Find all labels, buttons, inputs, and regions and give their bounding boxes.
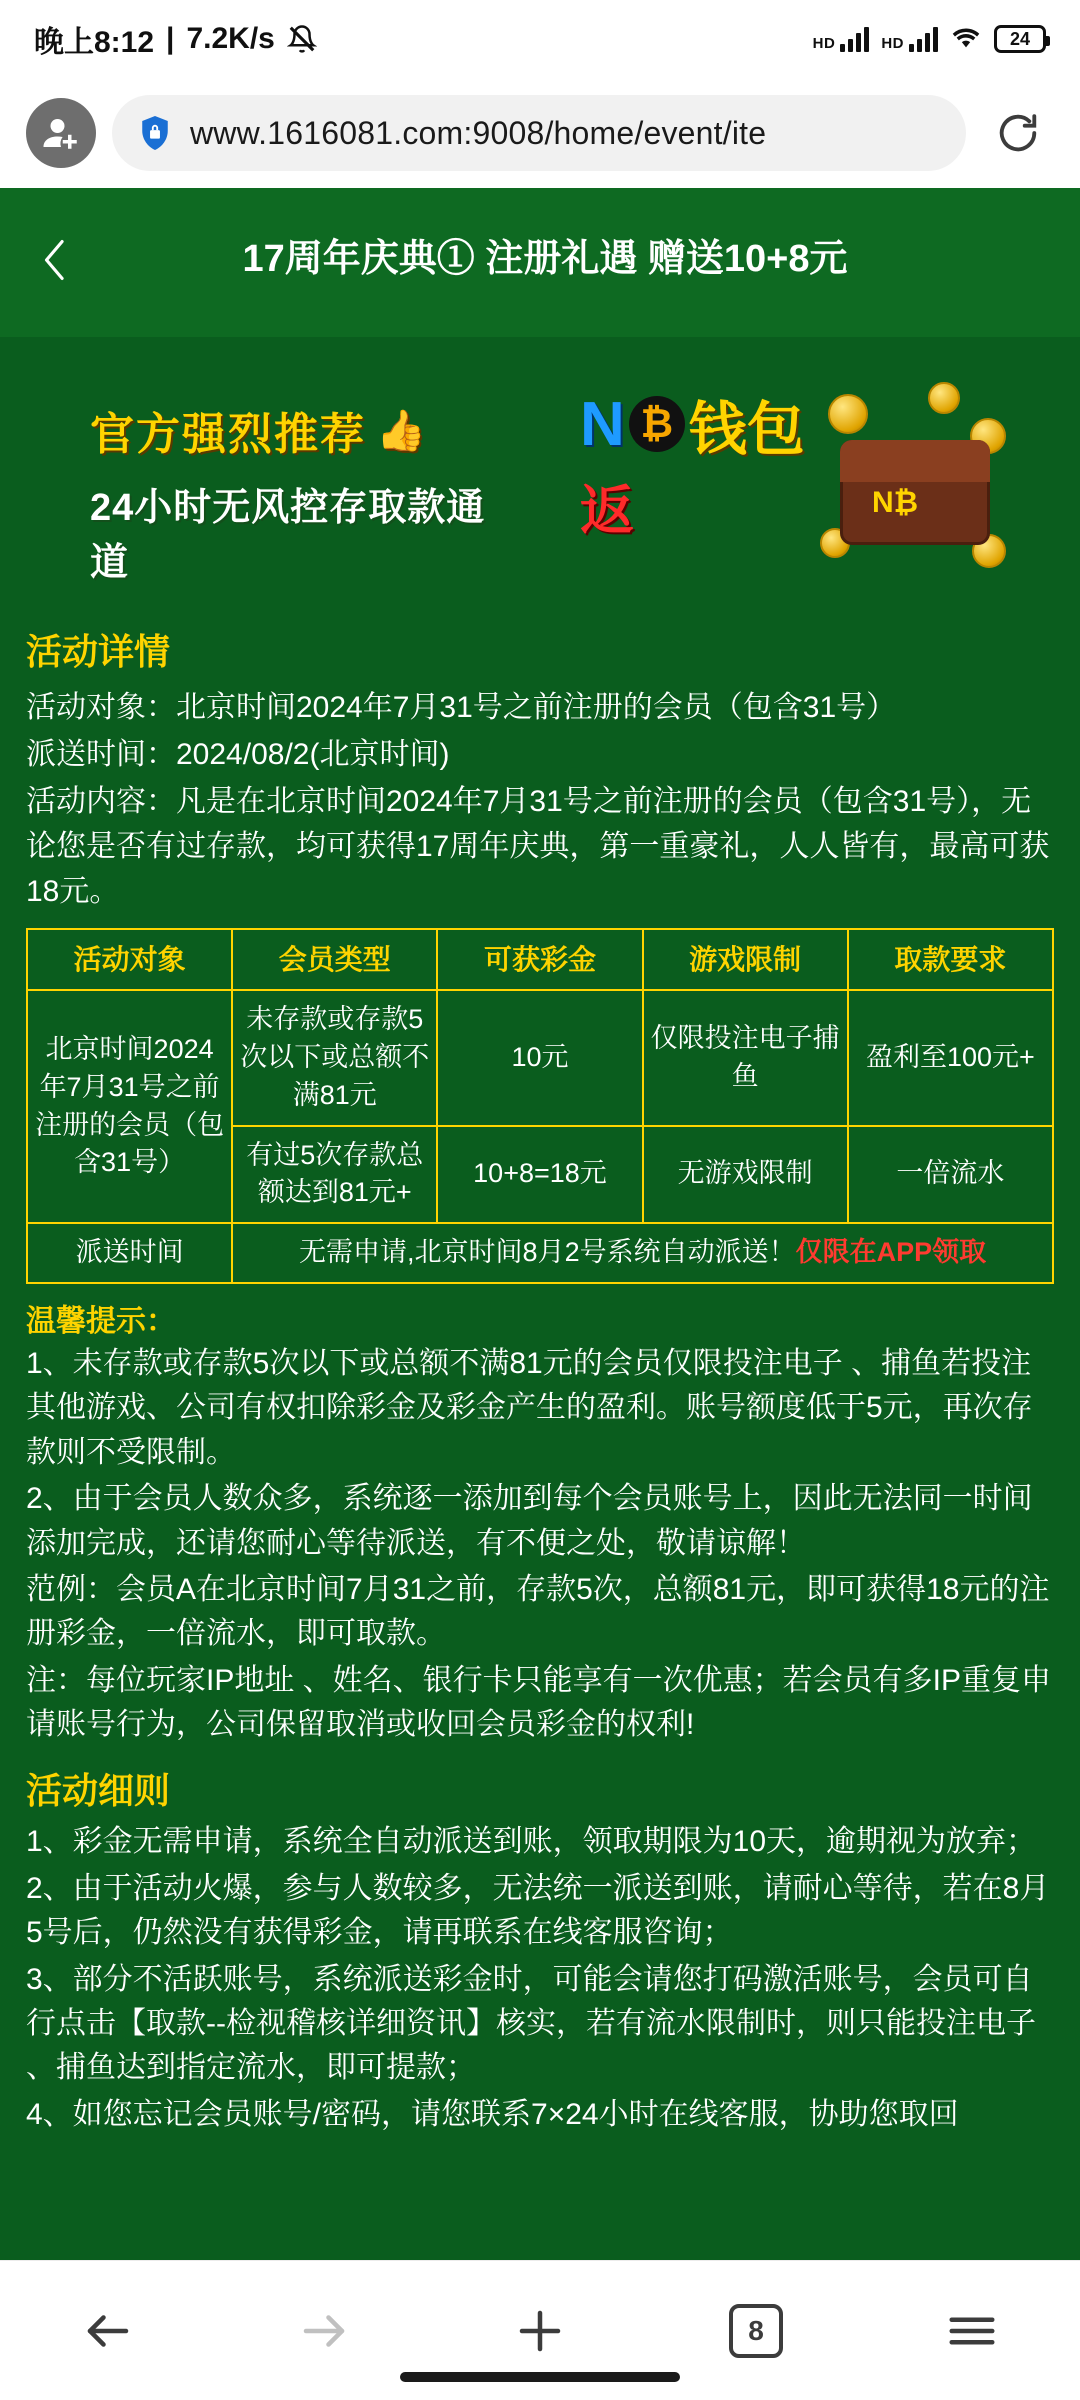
table-footer-highlight: 仅限在APP领取 [795, 1237, 987, 1268]
back-chevron-icon[interactable] [20, 237, 90, 283]
page-header [0, 188, 1080, 338]
rules-line: 4、如您忘记会员账号/密码，请您联系7×24小时在线客服，协助您取回 [26, 2097, 959, 2131]
table-header-cell: 取款要求 [848, 929, 1053, 990]
wallet-coins-icon [820, 378, 1010, 568]
wallet-flap [840, 440, 990, 482]
status-bar-left [34, 17, 317, 61]
signal-bars-icon-2 [909, 26, 938, 52]
wallet-logo: N₿ [872, 486, 919, 519]
coin-icon [828, 394, 868, 434]
wifi-icon [950, 24, 982, 55]
status-bar-right [813, 24, 1046, 55]
table-cell-member-type: 未存款或存款5次以下或总额不满81元 [232, 990, 437, 1125]
status-bar [0, 0, 1080, 78]
tab-counter-button[interactable] [681, 2281, 831, 2381]
battery-level: 24 [1009, 28, 1031, 49]
table-cell-target: 北京时间2024年7月31号之前注册的会员（包含31号） [27, 990, 232, 1223]
nb-wallet-line [580, 382, 805, 466]
table-footer-text: 无需申请,北京时间8月2号系统自动派送！ [299, 1237, 796, 1268]
nav-forward-icon[interactable] [249, 2281, 399, 2381]
promo-table [26, 928, 1054, 1284]
nav-add-icon[interactable] [465, 2281, 615, 2381]
nb-return-label: 返 [580, 481, 634, 541]
section-title-details: 活动详情 [26, 631, 171, 672]
rules-title: 活动细则 [26, 1770, 171, 1812]
banner-line2-text: 24小时无风控存取款通道 [90, 487, 486, 584]
table-header-cell: 活动对象 [27, 929, 232, 990]
tips-title: 温馨提示： [26, 1304, 176, 1338]
tips-line: 范例：会员A在北京时间7月31之前，存款5次，总额81元，即可获得18元的注册彩金，一倍流水，即可取款。 [26, 1572, 1050, 1651]
table-footer-label: 派送时间 [27, 1223, 232, 1283]
tips-line: 2、由于会员人数众多，系统逐一添加到每个会员账号上，因此无法同一时间添加完成，还请您耐心等待派送，有不便之处，敬请谅解！ [26, 1482, 1033, 1560]
rules-line: 2、由于活动火爆，参与人数较多，无法统一派送到账，请耐心等待，若在8月5号后，仍然没有获得彩金，请再联系在线客服咨询； [26, 1871, 1050, 1950]
profile-add-icon[interactable] [26, 98, 96, 168]
page-title: 17周年庆典① 注册礼遇 赠送10+8元 [242, 237, 848, 280]
table-cell-game-limit: 仅限投注电子捕鱼 [643, 990, 848, 1125]
table-header-row [27, 929, 1053, 990]
hd-label-1: HD [812, 35, 836, 52]
thumbs-up-icon: 👍 [376, 408, 428, 453]
banner-left-text [90, 398, 520, 586]
status-net-speed: 7.2K/s [186, 22, 275, 55]
banner-recommend-line [90, 398, 520, 462]
rules-line: 1、彩金无需申请，系统全自动派送到账，领取期限为10天，逾期视为放弃； [26, 1825, 1037, 1859]
table-header-cell: 会员类型 [232, 929, 437, 990]
tips-line: 注：每位玩家IP地址 、姓名、银行卡只能享有一次优惠；若会员有多IP重复申请账号行为，公司保留取消或收回会员彩金的权利! [26, 1663, 1052, 1742]
table-cell-withdraw: 一倍流水 [848, 1126, 1053, 1224]
table-cell-member-type: 有过5次存款总额达到81元+ [232, 1126, 437, 1224]
web-page-content [0, 188, 1080, 2260]
rules-line: 3、部分不活跃账号，系统派送彩金时，可能会请您打码激活账号，会员可自行点击【取款--检视稽核详细资讯】核实，若有流水限制时，则只能投注电子 、捕鱼达到指定流水，即可提款； [26, 1962, 1036, 2085]
banner-wallet-text [580, 382, 805, 545]
table-header-cell: 可获彩金 [437, 929, 642, 990]
tab-count: 8 [729, 2304, 783, 2358]
url-text: www.1616081.com:9008/home/event/ite [190, 114, 767, 151]
address-bar[interactable] [112, 95, 966, 171]
status-separator: | [166, 22, 175, 55]
nav-menu-icon[interactable] [897, 2281, 1047, 2381]
nb-letter: N [580, 389, 625, 459]
signal-1-group [813, 26, 870, 52]
detail-line-time: 派送时间：2024/08/2(北京时间) [26, 738, 450, 771]
page-body [0, 608, 1080, 2137]
secure-lock-icon [138, 114, 172, 152]
signal-bars-icon-1 [840, 26, 869, 52]
banner-line1-text: 官方强烈推荐 [90, 410, 366, 459]
signal-2-group [881, 26, 938, 52]
browser-toolbar [0, 78, 1080, 188]
nav-back-icon[interactable] [33, 2281, 183, 2381]
mute-bell-icon [287, 24, 317, 54]
promo-banner [0, 338, 1080, 608]
nb-wallet-label: 钱包 [688, 397, 805, 462]
detail-line-content: 活动内容：凡是在北京时间2024年7月31号之前注册的会员（包含31号），无论您是否有过存款，均可获得17周年庆典，第一重豪礼，人人皆有，最高可获18元。 [26, 785, 1050, 908]
bitcoin-icon: ₿ [629, 396, 685, 452]
detail-line-target: 活动对象：北京时间2024年7月31号之前注册的会员（包含31号） [26, 691, 897, 724]
table-footer-row [27, 1223, 1053, 1283]
coin-icon [928, 382, 960, 414]
table-row [27, 990, 1053, 1125]
table-cell-bonus: 10+8=18元 [437, 1126, 642, 1224]
table-header-cell: 游戏限制 [643, 929, 848, 990]
home-indicator [400, 2372, 680, 2382]
table-footer-content [232, 1223, 1053, 1283]
table-cell-game-limit: 无游戏限制 [643, 1126, 848, 1224]
status-time: 晚上8:12 [34, 26, 155, 59]
reload-icon[interactable] [982, 110, 1054, 156]
table-cell-withdraw: 盈利至100元+ [848, 990, 1053, 1125]
hd-label-2: HD [881, 35, 904, 52]
table-cell-bonus: 10元 [437, 990, 642, 1125]
tips-line: 1、未存款或存款5次以下或总额不满81元的会员仅限投注电子 、捕鱼若投注其他游戏、公司有权扣除彩金及彩金产生的盈利。账号额度低于5元，再次存款则不受限制。 [26, 1346, 1033, 1469]
battery-indicator [994, 25, 1046, 53]
